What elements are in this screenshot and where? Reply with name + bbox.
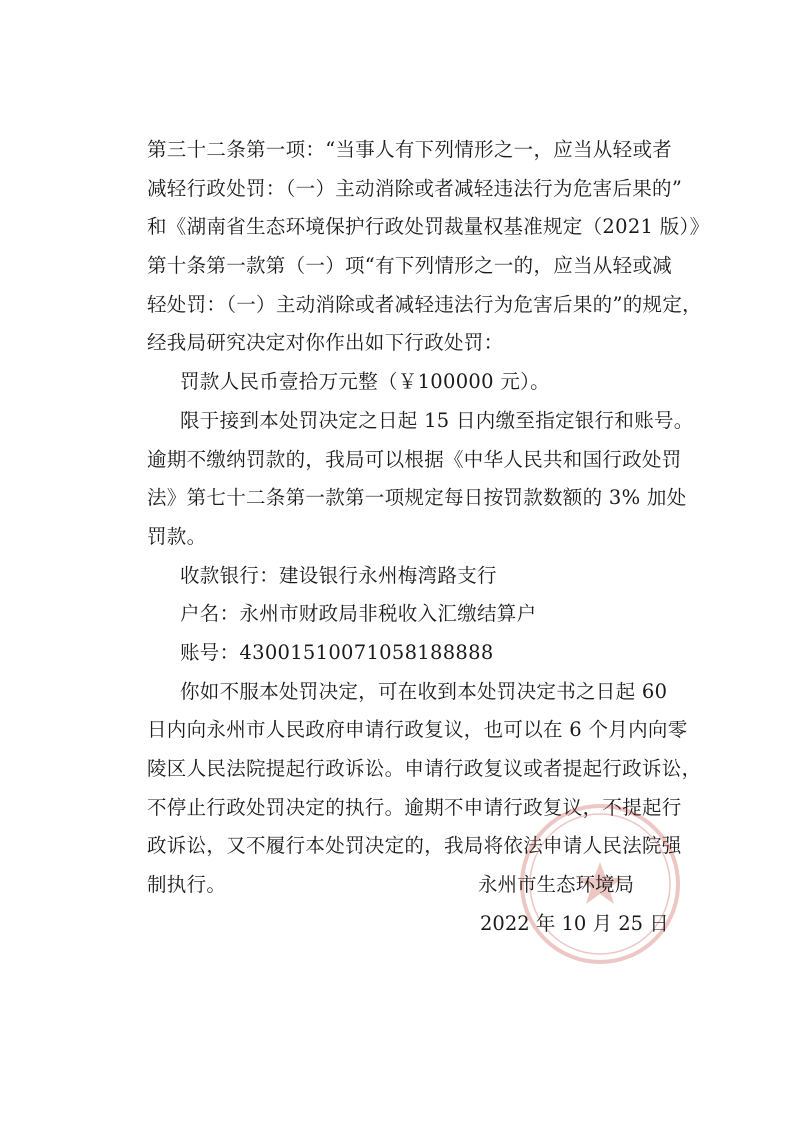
body-line: 轻处罚：（一）主动消除或者减轻违法行为危害后果的”的规定， <box>147 292 702 316</box>
body-line: 不停止行政处罚决定的执行。逾期不申请行政复议，不提起行 <box>147 795 682 819</box>
body-line: 逾期不缴纳罚款的，我局可以根据《中华人民共和国行政处罚 <box>147 447 682 471</box>
appeal-notice: 你如不服本处罚决定，可在收到本处罚决定书之日起 60 <box>180 679 668 703</box>
body-line: 日内向永州市人民政府申请行政复议，也可以在 6 个月内向零 <box>147 718 688 742</box>
body-line: 经我局研究决定对你作出如下行政处罚： <box>147 331 504 355</box>
body-line: 制执行。 <box>147 873 227 897</box>
body-line: 第三十二条第一项：“当事人有下列情形之一，应当从轻或者 <box>147 138 673 161</box>
receiving-bank: 收款银行：建设银行永州梅湾路支行 <box>180 563 497 587</box>
penalty-amount: 罚款人民币壹拾万元整（￥100000 元）。 <box>180 370 550 394</box>
account-name: 户名：永州市财政局非税收入汇缴结算户 <box>180 602 537 626</box>
document-body <box>147 131 710 905</box>
payment-deadline: 限于接到本处罚决定之日起 15 日内缴至指定银行和账号。 <box>180 408 694 432</box>
account-number: 账号：43001510071058188888 <box>180 640 494 664</box>
issue-date: 2022 年 10 月 25 日 <box>480 911 669 935</box>
body-line: 法》第七十二条第一款第一项规定每日按罚款数额的 3% 加处 <box>147 486 687 510</box>
body-line: 政诉讼，又不履行本处罚决定的，我局将依法申请人民法院强 <box>147 834 682 858</box>
signature-block <box>478 866 698 943</box>
body-line: 第十条第一款第（一）项“有下列情形之一的，应当从轻或减 <box>147 254 673 278</box>
body-line: 陵区人民法院提起行政诉讼。申请行政复议或者提起行政诉讼， <box>147 757 702 780</box>
body-line: 罚款。 <box>147 524 207 548</box>
body-line: 和《湖南省生态环境保护行政处罚裁量权基准规定（2021 版）》 <box>147 215 710 239</box>
issuing-organization: 永州市生态环境局 <box>478 873 635 896</box>
body-line: 减轻行政处罚：（一）主动消除或者减轻违法行为危害后果的” <box>147 176 683 200</box>
